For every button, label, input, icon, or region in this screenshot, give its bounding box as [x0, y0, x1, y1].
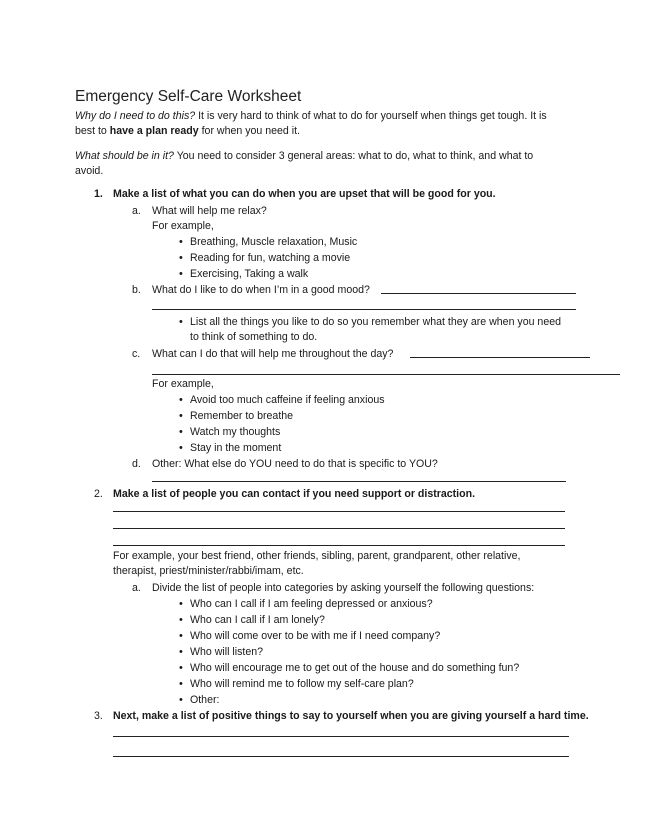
item-1c-letter: c. — [132, 348, 141, 360]
item-1d-text: Other: What else do YOU need to do that is specific to YOU? — [152, 458, 438, 470]
list-item: • Reading for fun, watching a movie — [190, 251, 350, 265]
answer-line[interactable] — [410, 357, 590, 358]
intro-text-1b-bold: have a plan ready — [109, 125, 199, 137]
answer-line[interactable] — [113, 736, 569, 737]
list-item: • Watch my thoughts — [190, 425, 280, 439]
intro-question-1: Why do I need to do this? — [75, 110, 196, 122]
list-item: • Breathing, Muscle relaxation, Music — [190, 235, 357, 249]
intro-line-1 — [75, 109, 547, 123]
item-2a-text: Divide the list of people into categories by asking yourself the following questions: — [152, 582, 535, 594]
answer-line[interactable] — [113, 545, 565, 546]
answer-line[interactable] — [113, 528, 565, 529]
answer-line[interactable] — [113, 756, 569, 757]
section-2-heading: Make a list of people you can contact if you need support or distraction. — [113, 488, 476, 500]
section-2-example-1: For example, your best friend, other friends, sibling, parent, grandparent, other relative, — [113, 550, 521, 562]
item-1b-text: What do I like to do when I’m in a good mood? — [152, 284, 370, 296]
list-item: • List all the things you like to do so you remember what they are when you need — [190, 315, 561, 329]
item-1b-letter: b. — [132, 284, 141, 296]
list-item: • Other: — [190, 693, 219, 707]
intro-line-3 — [75, 149, 533, 163]
list-item: • Who will come over to be with me if I need company? — [190, 629, 440, 643]
item-1a-text: What will help me relax? — [152, 205, 267, 217]
list-item: • Remember to breathe — [190, 409, 293, 423]
intro-text-1b-pre: best to — [75, 125, 110, 137]
list-item: • Who can I call if I am lonely? — [190, 613, 325, 627]
intro-text-2a: You need to consider 3 general areas: what to do, what to think, and what to — [173, 150, 534, 162]
answer-line[interactable] — [152, 481, 566, 482]
section-1-heading: Make a list of what you can do when you are upset that will be good for you. — [113, 188, 496, 200]
item-1d-letter: d. — [132, 458, 141, 470]
list-item: • Exercising, Taking a walk — [190, 267, 308, 281]
list-item: • Who will listen? — [190, 645, 263, 659]
list-item: • Stay in the moment — [190, 441, 281, 455]
section-3-heading: Next, make a list of positive things to say to yourself when you are giving yourself a hard time. — [113, 710, 589, 722]
section-2-number: 2. — [94, 488, 103, 500]
section-1-number: 1. — [94, 188, 103, 200]
list-item: • Who can I call if I am feeling depressed or anxious? — [190, 597, 433, 611]
item-1c-example: For example, — [152, 378, 214, 390]
item-1c-text: What can I do that will help me throughout the day? — [152, 348, 394, 360]
list-item: • Who will encourage me to get out of the house and do something fun? — [190, 661, 519, 675]
page-title: Emergency Self-Care Worksheet — [75, 88, 302, 105]
list-item: • Avoid too much caffeine if feeling anxious — [190, 393, 385, 407]
intro-text-2b: avoid. — [75, 165, 104, 177]
intro-text-1a: It is very hard to think of what to do for yourself when things get tough. It is — [195, 110, 547, 122]
list-item: • Who will remind me to follow my self-care plan? — [190, 677, 414, 691]
answer-line[interactable] — [152, 309, 576, 310]
section-3-number: 3. — [94, 710, 103, 722]
answer-line[interactable] — [113, 511, 565, 512]
section-2-example-2: therapist, priest/minister/rabbi/imam, etc. — [113, 565, 304, 577]
item-1a-letter: a. — [132, 205, 141, 217]
intro-question-2: What should be in it? — [75, 150, 174, 162]
item-1a-example: For example, — [152, 220, 214, 232]
intro-line-2 — [75, 124, 300, 138]
answer-line[interactable] — [381, 293, 576, 294]
item-2a-letter: a. — [132, 582, 141, 594]
list-item-continuation: to think of something to do. — [190, 331, 318, 343]
answer-line[interactable] — [152, 374, 620, 375]
intro-text-1b-post: for when you need it. — [198, 125, 300, 137]
